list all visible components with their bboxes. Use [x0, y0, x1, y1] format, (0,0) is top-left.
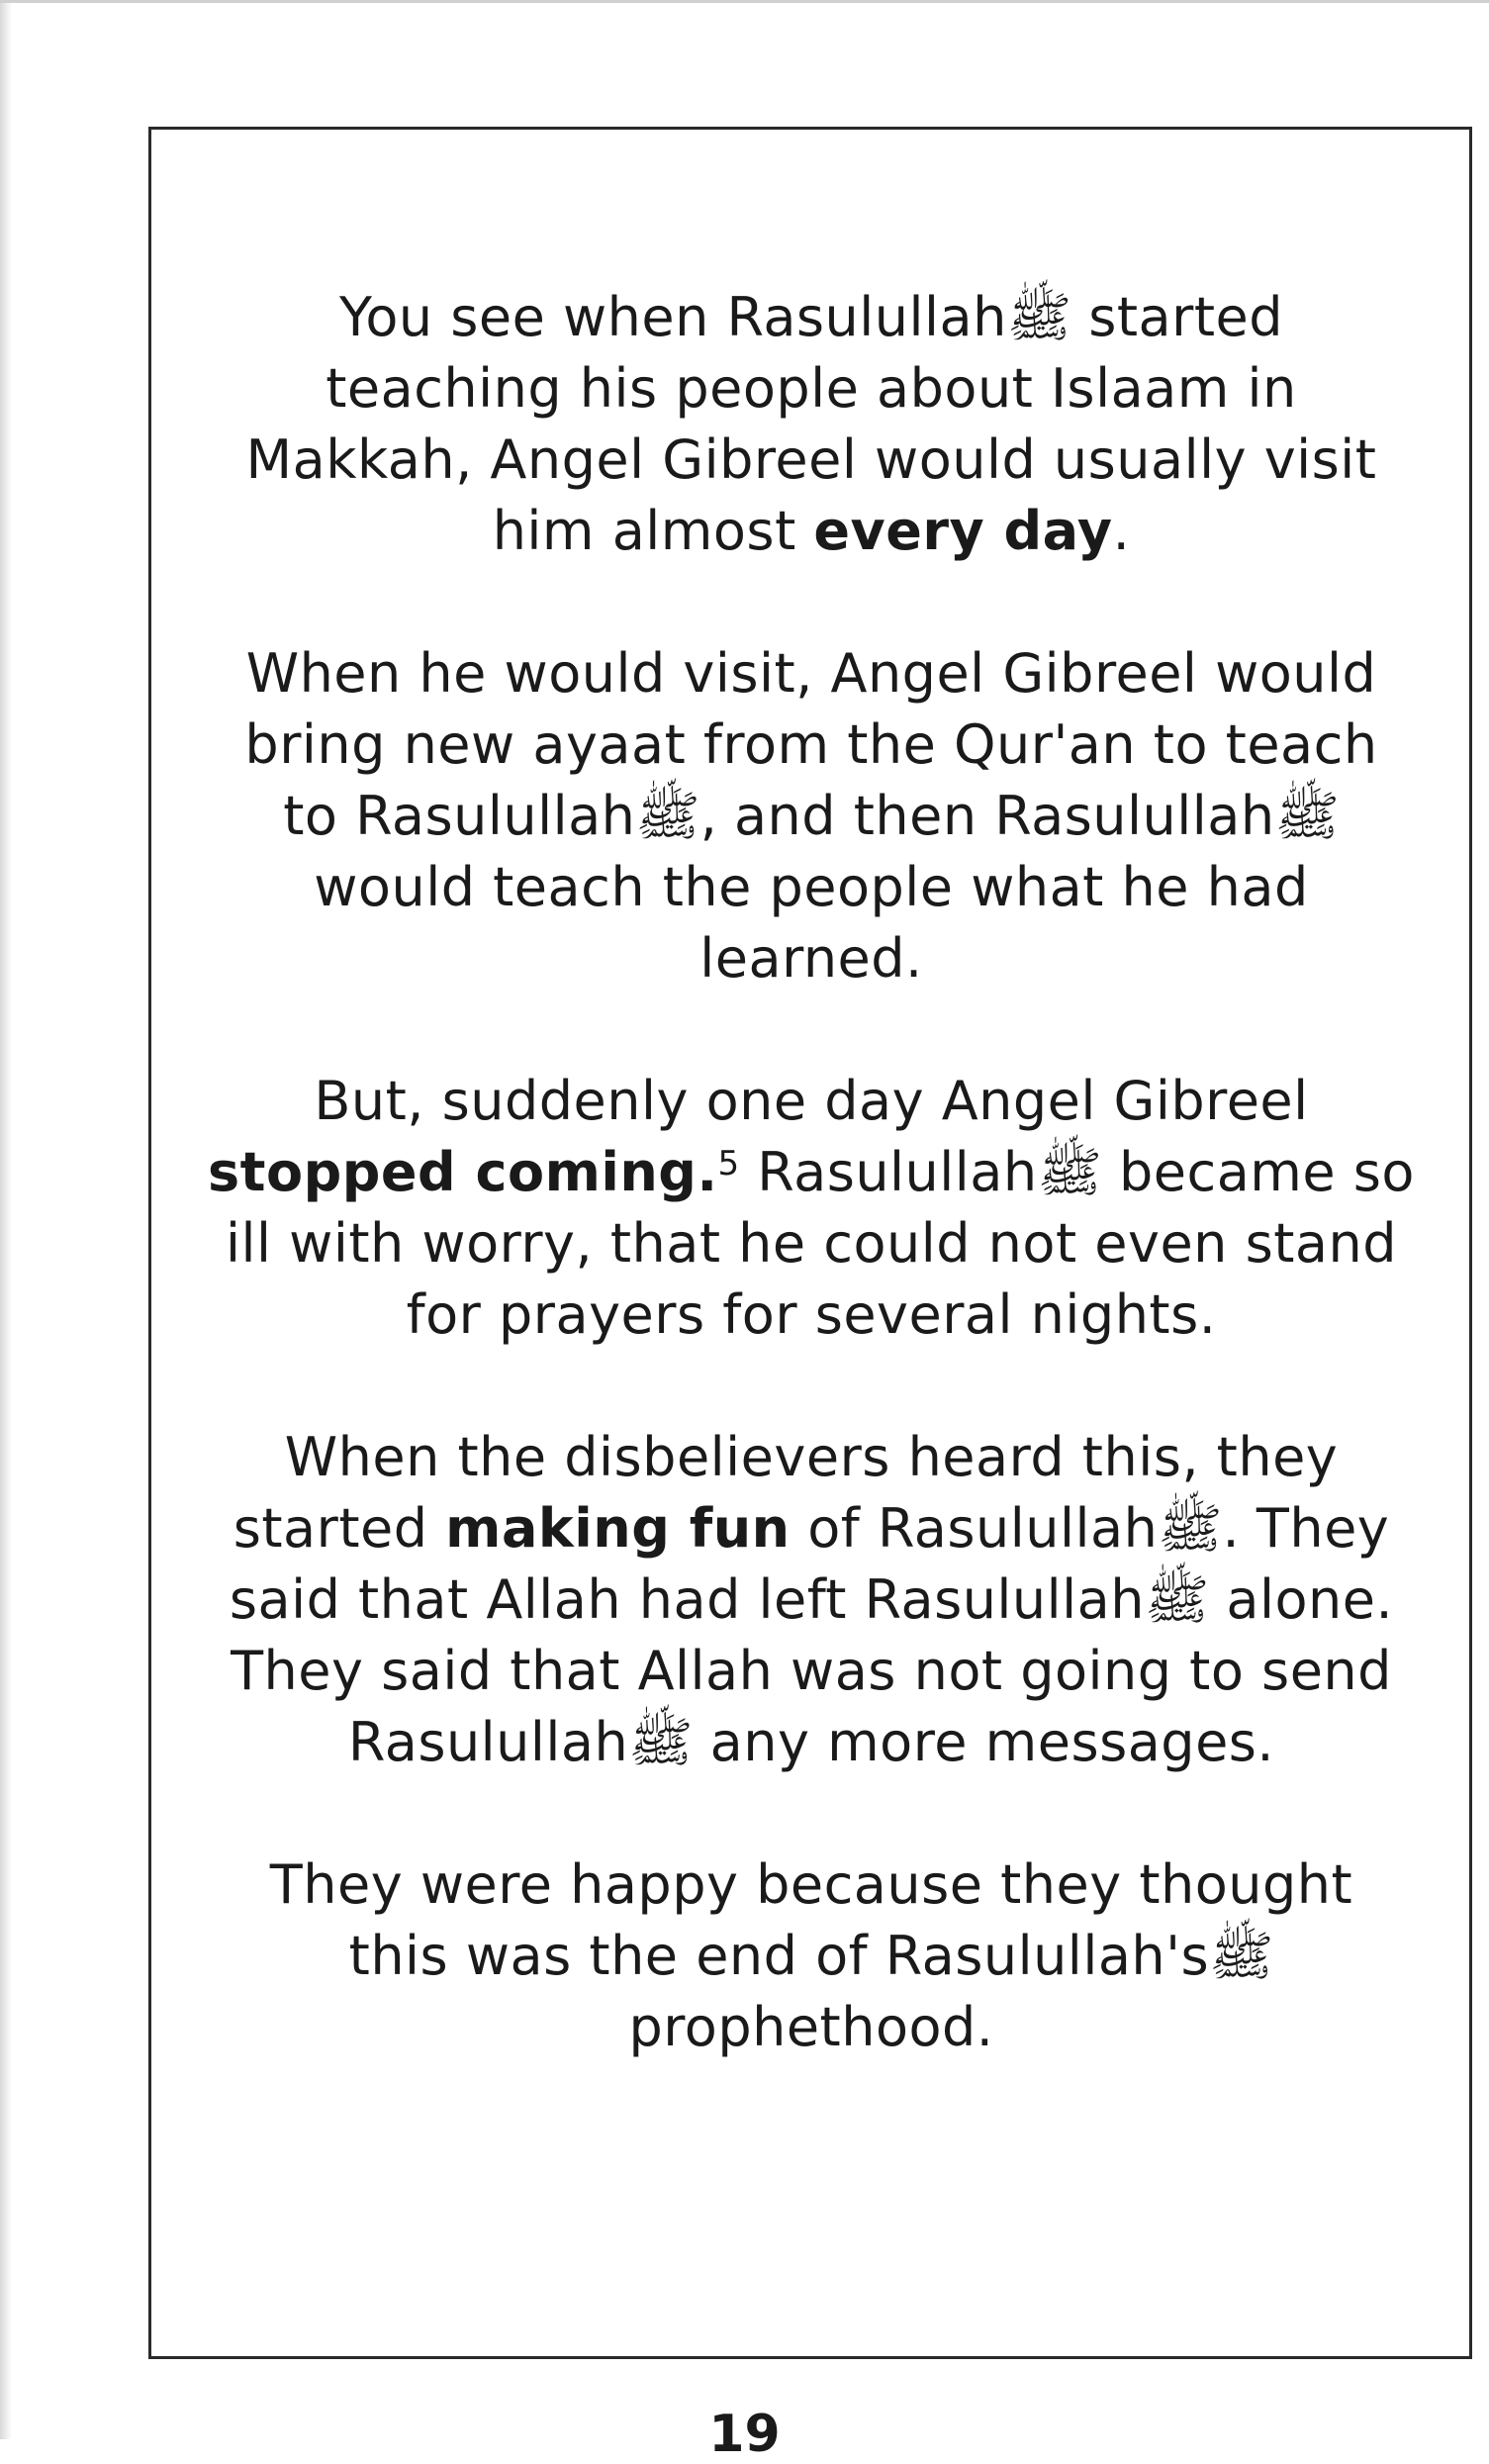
page-number: 19 — [708, 2405, 781, 2464]
text-run: Rasulullahﷺ became so — [739, 1141, 1415, 1203]
page-body — [188, 282, 1435, 2063]
text-run: of Rasulullahﷺ. They — [790, 1497, 1390, 1560]
text-run: . — [1112, 500, 1131, 562]
text-line: prophethood. — [628, 1996, 994, 2058]
text-line: They said that Allah was not going to send — [231, 1640, 1392, 1702]
paragraph-1 — [188, 282, 1435, 567]
text-line: for prayers for several nights. — [406, 1283, 1217, 1346]
text-line: Rasulullahﷺ any more messages. — [347, 1711, 1275, 1773]
text-line: would teach the people what he had — [314, 856, 1309, 918]
page-top-edge — [0, 0, 1489, 3]
paragraph-4 — [188, 1422, 1435, 1778]
text-line: But, suddenly one day Angel Gibreel — [314, 1070, 1309, 1132]
text-run: him almost — [492, 500, 814, 562]
text-line: You see when Rasulullahﷺ started — [339, 286, 1283, 348]
text-line: bring new ayaat from the Qur'an to teach — [244, 713, 1378, 776]
text-line: to Rasulullahﷺ, and then Rasulullahﷺ — [283, 785, 1340, 847]
text-line: When he would visit, Angel Gibreel would — [245, 642, 1377, 705]
bold-phrase-every-day: every day — [813, 500, 1113, 562]
text-run: started — [233, 1497, 446, 1560]
bold-phrase-stopped-coming: stopped coming. — [208, 1141, 718, 1203]
text-line: said that Allah had left Rasulullahﷺ alone. — [229, 1568, 1394, 1631]
text-line: learned. — [699, 927, 923, 990]
text-line — [188, 1137, 1435, 1208]
paragraph-5 — [188, 1849, 1435, 2063]
page-edge — [0, 0, 12, 2439]
text-line: teaching his people about Islaam in — [326, 357, 1297, 420]
bold-phrase-making-fun: making fun — [445, 1497, 791, 1560]
text-line: ill with worry, that he could not even stand — [226, 1212, 1397, 1275]
text-line: Makkah, Angel Gibreel would usually visit — [245, 428, 1377, 491]
text-line — [188, 1493, 1435, 1564]
text-line: They were happy because they thought — [269, 1853, 1353, 1916]
paragraph-2 — [188, 638, 1435, 995]
text-line: this was the end of Rasulullah'sﷺ — [348, 1925, 1274, 1987]
footnote-marker: 5 — [717, 1144, 740, 1184]
text-line — [188, 496, 1435, 567]
paragraph-3 — [188, 1066, 1435, 1351]
text-line: When the disbelievers heard this, they — [284, 1426, 1339, 1488]
